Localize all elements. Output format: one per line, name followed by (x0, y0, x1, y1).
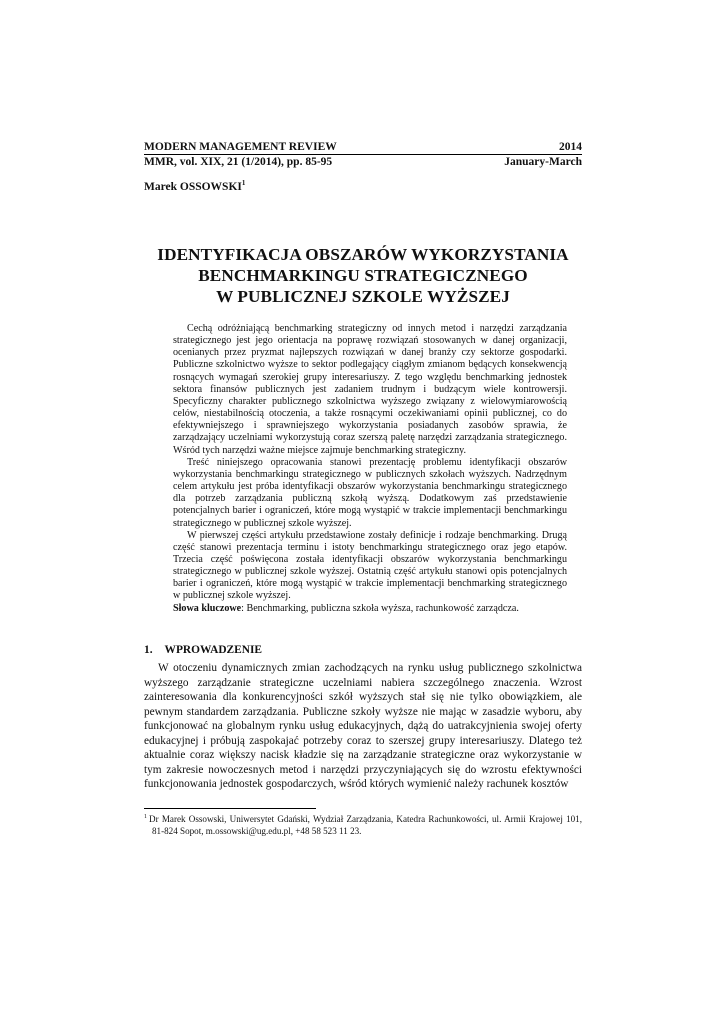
footnote-mark: 1 (144, 813, 147, 820)
section-number: 1. (144, 644, 153, 656)
journal-year: 2014 (559, 141, 582, 153)
footnote-separator (144, 808, 316, 809)
section-title: WPROWADZENIE (164, 644, 263, 656)
keywords-label: Słowa kluczowe (173, 602, 242, 614)
abstract-paragraph: Treść niniejszego opracowania stanowi prezentację problemu identyfikacji obszarów wykorzystania benchmarkingu strategicznego w publicznych szkołach wyższych. Nadrzędnym celem artykułu jest próba identyfikacji obszarów wykorzystania benchmarkingu strategicznego dla potrzeb zarządzania publiczną szkołą wyższą. Dodatkowym zaś przedstawienie potencjalnych barier i ograniczeń, które mogą wystąpić w trakcie implementacji benchmarkingu strategicznego w publicznej szkole wyższej. (173, 456, 567, 529)
footnote (144, 814, 582, 837)
title-line: W PUBLICZNEJ SZKOLE WYŻSZEJ (216, 287, 510, 306)
abstract-paragraph: W pierwszej części artykułu przedstawione zostały definicje i rodzaje benchmarking. Drugą część stanowi prezentacja terminu i istoty benchmarkingu strategicznego oraz jego etapów. Trzecia część poświęcona została identyfikacji obszarów wykorzystania benchmarkingu strategicznego w publicznej szkole wyższej. Ostatnią część artykułu stanowi opis potencjalnych barier i ograniczeń, które mogą wystąpić w trakcie implementacji benchmarking strategicznego w publicznej szkole wyższej. (173, 529, 567, 602)
author-line (144, 181, 245, 193)
keywords-list: : Benchmarking, publiczna szkoła wyższa, rachunkowość zarządcza. (241, 602, 519, 614)
author-footnote-mark: 1 (241, 179, 246, 188)
title-line: BENCHMARKINGU STRATEGICZNEGO (198, 266, 528, 285)
keywords-line (173, 603, 567, 615)
section-body (144, 661, 582, 792)
title-line: IDENTYFIKACJA OBSZARÓW WYKORZYSTANIA (157, 245, 569, 264)
journal-citation: MMR, vol. XIX, 21 (1/2014), pp. 85-95 (144, 156, 333, 168)
abstract-paragraph: Cechą odróżniającą benchmarking strategiczny od innych metod i narzędzi zarządzania strategicznego jest jego orientacja na poprawę rozwiązań stosowanych w danej organizacji, ocenianych przez pryzmat najlepszych rozwiązań w danej branży czy sektorze gospodarki. Publiczne szkolnictwo wyższe to sektor podlegający ciągłym zmianom będących konsekwencją rosnących wymagań szerokiej grupy interesariuszy. Z tego względu benchmarking jednostek sektora finansów publicznych jest zadaniem trudnym i budzącym wiele kontrowersji. Specyficzny charakter publicznego szkolnictwa wyższego związany z wielowymiarowością celów, niestabilnością otoczenia, a także rosnącymi oczekiwaniami opinii publicznej, co do efektywniejszego i sprawniejszego wykorzystania posiadanych zasobów sprawia, że zarządzający uczelniami wykorzystują coraz szerszą paletę narzędzi zarządzania strategicznego. Wśród tych narzędzi ważne miejsce zajmuje benchmarking strategiczny. (173, 323, 567, 456)
author-name: Marek OSSOWSKI (144, 181, 242, 193)
article-title (144, 244, 582, 307)
body-paragraph: W otoczeniu dynamicznych zmian zachodzących na rynku usług publicznego szkolnictwa wyższego zarządzanie strategiczne uczelniami nabiera szczególnego znaczenia. Wzrost zainteresowania dla konkurencyjności szkół wyższych stał się nie tylko obowiązkiem, ale pewnym standardem zarządzania. Publiczne szkoły wyższe nie mając w zasadzie wyboru, aby funkcjonować na globalnym rynku usług edukacyjnych, dążą do uatrakcyjnienia swojej oferty edukacyjnej i próbują zaspokajać potrzeby coraz to szerszej grupy interesariuszy. Dlatego też aktualnie coraz większy nacisk kładzie się na zarządzanie strategiczne oraz wykorzystanie w tym zakresie nowoczesnych metod i narzędzi przyczyniających się do wzrostu efektywności funkcjonowania jednostek gospodarczych, wśród których wymienić należy rachunek kosztów (144, 662, 582, 790)
journal-period: January-March (504, 156, 582, 168)
section-heading (144, 644, 274, 656)
journal-name: MODERN MANAGEMENT REVIEW (144, 141, 337, 153)
running-header-line-2 (144, 155, 582, 169)
abstract (173, 323, 567, 615)
running-header-line-1 (144, 140, 582, 155)
footnote-text: Dr Marek Ossowski, Uniwersytet Gdański, Wydział Zarządzania, Katedra Rachunkowości, ul. Armii Krajowej 101, 81-824 Sopot, m.ossowski@ug.edu.pl, +48 58 523 11 23. (149, 814, 582, 836)
